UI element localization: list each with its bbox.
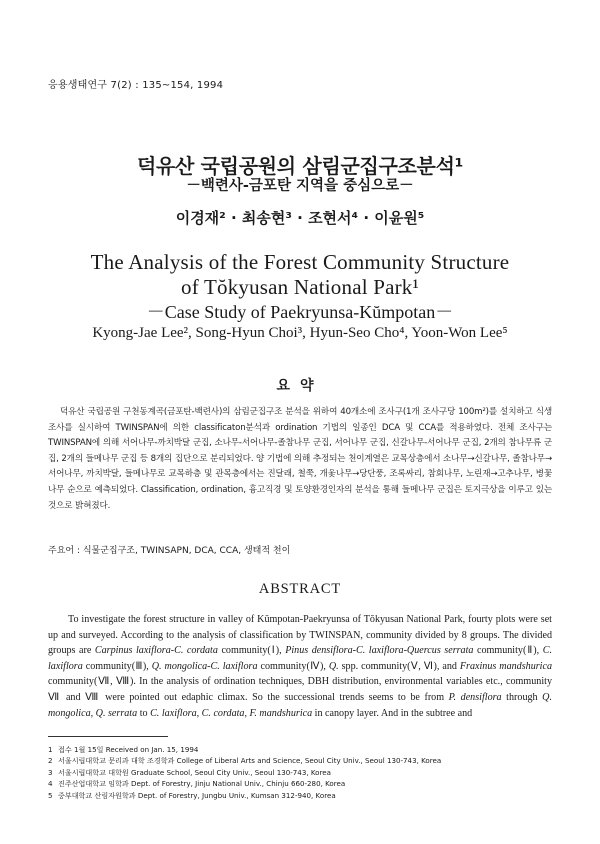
species-name: Q. mongolica-C. laxiflora xyxy=(151,660,258,672)
footnote-number: 5 xyxy=(48,790,53,800)
species-name: Q. xyxy=(328,660,339,672)
footnote-text: 중부대학교 산림자원학과 Dept. of Forestry, Jungbu Univ., Kumsan 312-940, Korea xyxy=(58,790,336,800)
english-authors: Kyong-Jae Lee², Song-Hyun Choi³, Hyun-Seo Cho⁴, Yoon-Won Lee⁵ xyxy=(92,325,508,341)
korean-abstract-heading: 요약 xyxy=(276,378,324,394)
korean-authors: 이경재² · 최송현³ · 조현서⁴ · 이윤원⁵ xyxy=(175,209,425,227)
footnote-text: 서울시립대학교 대학원 Graduate School, Seoul City Univ., Seoul 130-743, Korea xyxy=(58,767,331,777)
abstract-body xyxy=(48,612,552,721)
abstract-text: To investigate the forest structure in valley of Kŭmpotan-Paekryunsa of Tŏkyusan National Park, fourty plots were set up and surveyed. According to the analysis of classification by TWINSPAN, community divided by 8 groups. The divided groups are xyxy=(48,614,552,657)
species-name: Q. mongolica, Q. serrata xyxy=(48,691,552,719)
korean-subtitle: －백련사-금포탄 지역을 중심으로－ xyxy=(186,178,414,194)
footnote-number: 4 xyxy=(48,779,53,789)
footnotes xyxy=(48,744,558,801)
footnote-1 xyxy=(48,744,558,755)
abstract-text: community(Ⅶ, Ⅷ). In the analysis of ordination techniques, DBH distribution, environmental variables etc., community Ⅶ and Ⅷ were pointed out edaphic climax. So the successional trends seems to be from xyxy=(48,676,552,703)
abstract-text: community(Ⅲ), xyxy=(82,660,152,672)
abstract-text: in canopy layer. And in the subtree and xyxy=(312,707,473,719)
english-subtitle: －Case Study of Paekryunsa-Kŭmpotan－ xyxy=(146,302,454,322)
footnote-2 xyxy=(48,755,558,766)
species-name: C. laxiflora, C. cordata, F. mandshurica xyxy=(150,707,313,719)
species-name: Pinus densiflora-C. laxiflora-Quercus serrata xyxy=(285,645,474,657)
abstract-text: spp. community(Ⅴ, Ⅵ), and xyxy=(338,660,460,672)
footnote-text: 서울시립대학교 문리과 대학 조경학과 College of Liberal Arts and Science, Seoul City Univ., Seoul 130-743, Korea xyxy=(58,756,442,766)
abstract-text: community(Ⅱ), xyxy=(473,645,543,657)
footnote-number: 1 xyxy=(48,745,53,754)
english-title-line1: The Analysis of the Forest Community Structure xyxy=(90,250,510,274)
english-title-line2: of Tŏkyusan National Park¹ xyxy=(181,275,419,299)
footnote-text: 진주산업대학교 임학과 Dept. of Forestry, Jinju National Univ., Chinju 660-280, Korea xyxy=(58,779,346,789)
abstract-text: community(Ⅰ), xyxy=(217,645,286,657)
keywords: 주요어 : 식물군집구조, TWINSAPN, DCA, CCA, 생태적 천이 xyxy=(48,546,291,556)
abstract-text: to xyxy=(137,707,151,719)
korean-abstract-body: 덕유산 국립공원 구천동계곡(금포탄-백련사)의 삼림군집구조 분석을 위하여 40개소에 조사구(1개 조사구당 100m²)를 설치하고 식생조사를 실시하여 TWINSPAN에 의한 classificaton분석과 ordination 기법의 일종인 DCA 및 CCA를 적용하였다. 전체 조사구는 TWINSPAN에 의해 서어나무-까치박달 군집, 소나무-서어나무-졸참나무 군집, 서어나무 군집, 신갈나무-서어나무 군집, 2개의 참나무류 군집, 2개의 들메나무 군집 등 8개의 집단으로 분리되었다. 양 기법에 의해 추정되는 천이계열은 교목상층에서 소나무→신갈나무, 졸참나무→서어나무, 까치박달, 들메나무로 교목하층 및 관목층에서는 진달래, 철쭉, 개옻나무→당단풍, 조록싸리, 참회나무, 노린재→고추나무, 병꽃나무 순으로 예측되었다. Classification, ordination, 흉고직경 및 토양환경인자의 분석을 통해 들메나무 군집은 토지극상을 이루고 있는 것으로 밝혀졌다. xyxy=(48,407,552,511)
footnote-3 xyxy=(48,767,558,778)
footnote-rule xyxy=(48,736,168,737)
abstract-text: through xyxy=(501,691,543,703)
footnote-number: 2 xyxy=(48,756,53,766)
korean-title: 덕유산 국립공원의 삼림군집구조분석¹ xyxy=(136,154,464,178)
abstract-heading: ABSTRACT xyxy=(258,581,342,597)
species-name: Carpinus laxiflora-C. cordata xyxy=(94,645,218,657)
footnote-4 xyxy=(48,778,558,789)
footnote-5 xyxy=(48,790,558,801)
footnote-text: 접수 1월 15일 Received on Jan. 15, 1994 xyxy=(58,745,199,754)
journal-citation: 응용생태연구 7(2) : 135~154, 1994 xyxy=(48,80,224,91)
species-name: P. densiflora xyxy=(448,691,502,703)
abstract-text: community(Ⅳ), xyxy=(257,660,329,672)
footnote-number: 3 xyxy=(48,767,53,777)
english-title xyxy=(0,250,600,300)
species-name: Fraxinus mandshurica xyxy=(459,660,552,672)
species-name: C. laxiflora xyxy=(48,645,552,672)
